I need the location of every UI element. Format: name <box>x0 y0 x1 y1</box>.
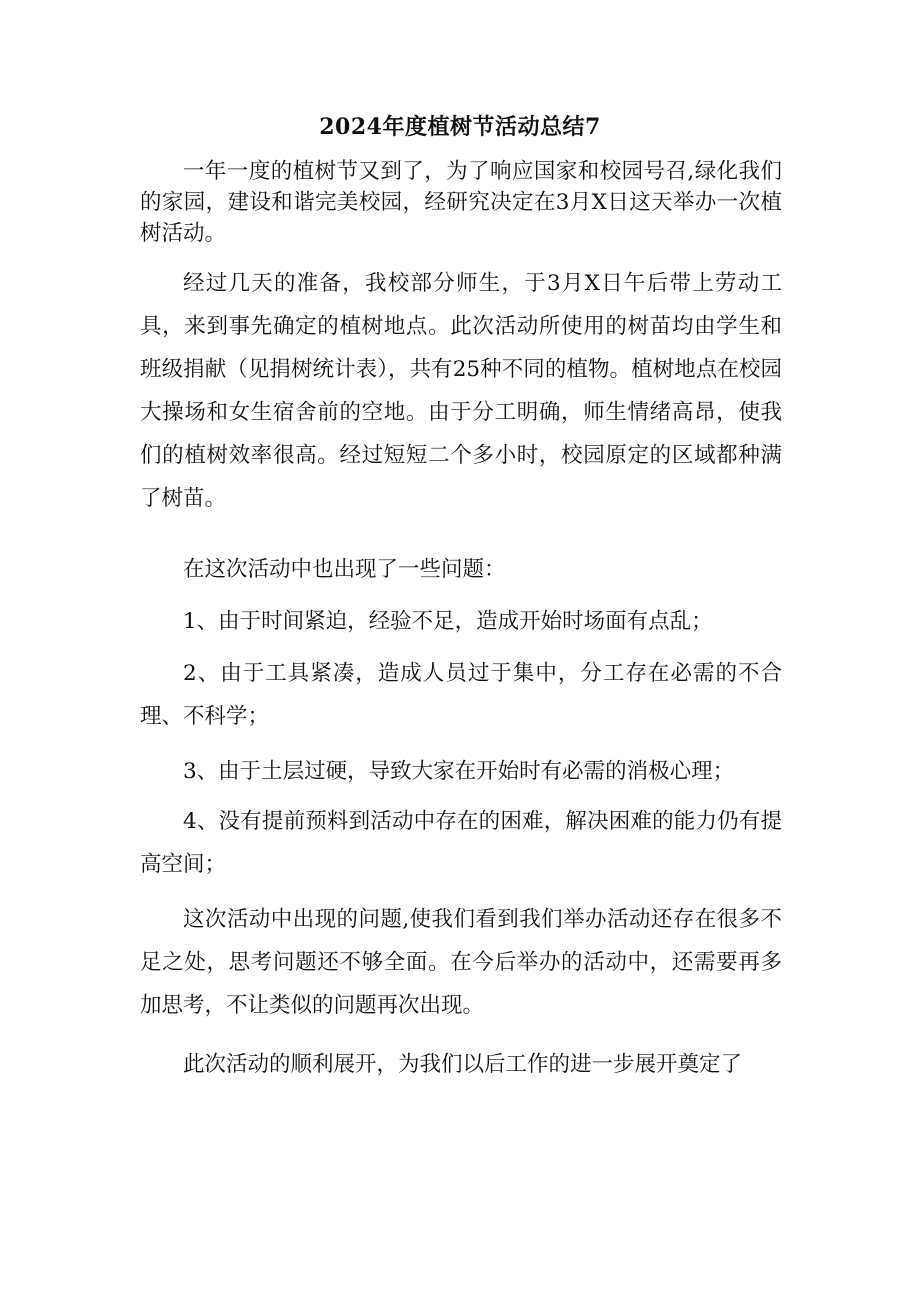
paragraph-activity: 经过几天的准备，我校部分师生，于3月X日午后带上劳动工具，来到事先确定的植树地点。此次活动所使用的树苗均由学生和班级捐献（见捐树统计表），共有25种不同的植物。植树地点在校园大操场和女生宿舍前的空地。由于分工明确，师生情绪高昂，使我们的植树效率很高。经过短短二个多小时，校园原定的区域都种满了树苗。 <box>140 271 782 511</box>
problem-item-2: 2、由于工具紧凑，造成人员过于集中，分工存在必需的不合理、不科学； <box>140 661 782 729</box>
document-title: 2024年度植树节活动总结7 <box>319 114 601 140</box>
problem-item-1: 1、由于时间紧迫，经验不足，造成开始时场面有点乱； <box>183 609 713 634</box>
paragraph-intro: 一年一度的植树节又到了，为了响应国家和校园号召,绿化我们的家园，建设和谐完美校园，经研究决定在3月X日这天举办一次植树活动。 <box>140 159 782 246</box>
paragraph-reflection: 这次活动中出现的问题,使我们看到我们举办活动还存在很多不足之处，思考问题还不够全面。在今后举办的活动中，还需要再多加思考，不让类似的问题再次出现。 <box>140 907 782 1018</box>
paragraph-problems-intro: 在这次活动中也出现了一些问题： <box>183 557 506 582</box>
problem-item-4: 4、没有提前预料到活动中存在的困难，解决困难的能力仍有提高空间； <box>140 809 782 877</box>
paragraph-conclusion: 此次活动的顺利展开，为我们以后工作的进一步展开奠定了 <box>183 1052 743 1077</box>
problem-item-3: 3、由于土层过硬，导致大家在开始时有必需的消极心理； <box>183 759 735 784</box>
